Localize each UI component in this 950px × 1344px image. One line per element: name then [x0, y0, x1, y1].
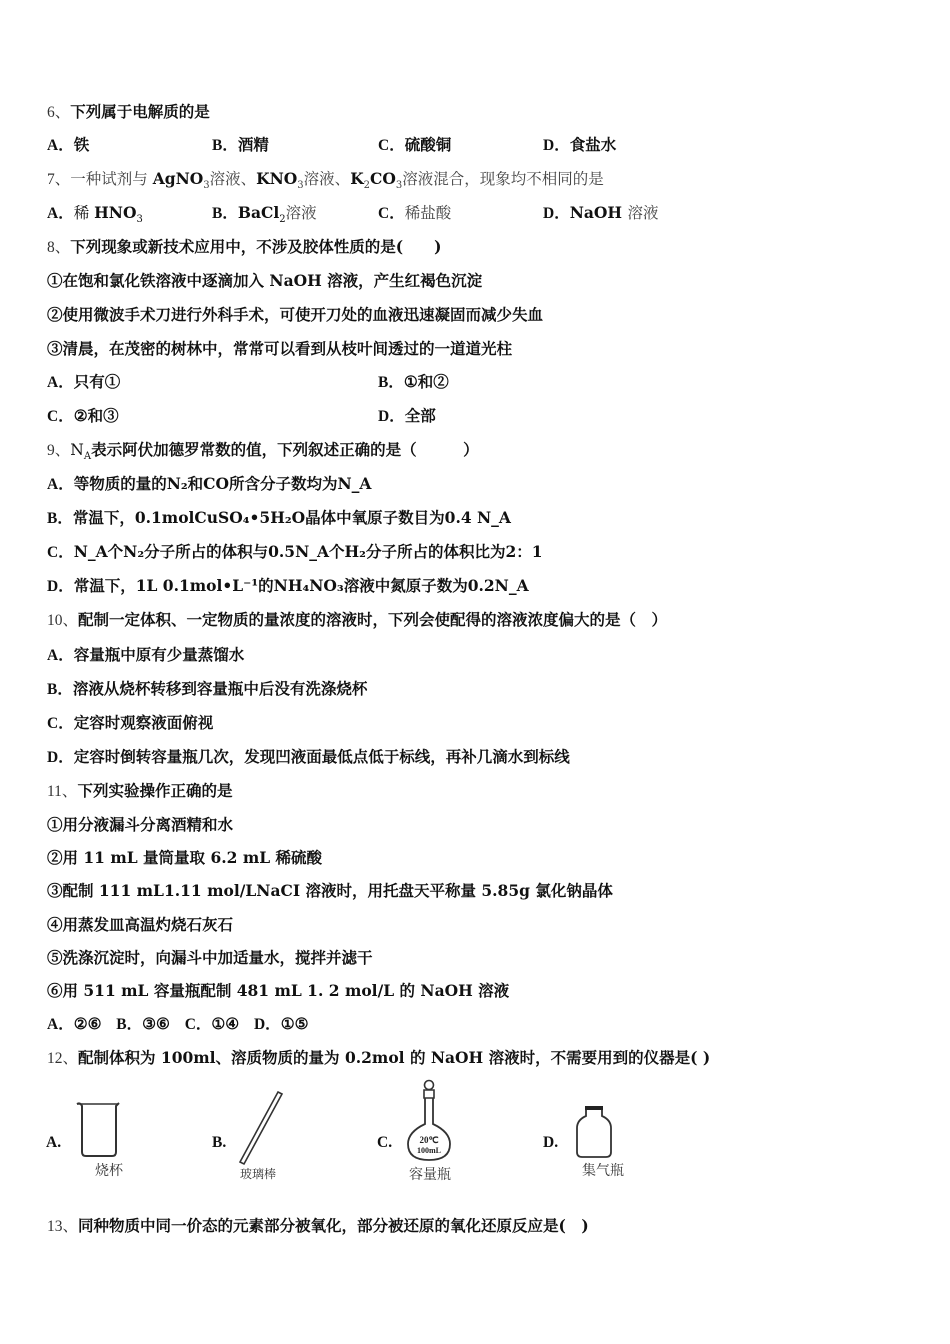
option-label: C． — [184, 1016, 212, 1033]
q7-option-b — [212, 203, 317, 224]
question-10-stem — [47, 610, 667, 631]
option-label: D． — [378, 408, 405, 425]
question-text: 配制一定体积、一定物质的量浓度的溶液时，下列会使配得的溶液浓度偏大的是（ ） — [78, 610, 668, 629]
question-number: 10、 — [47, 612, 79, 629]
option-text: 稀 — [73, 204, 95, 222]
option-text: 全部 — [404, 406, 436, 425]
q11-options — [47, 1014, 308, 1035]
formula: NaOH — [569, 203, 628, 222]
q9-option-b — [47, 508, 511, 529]
question-11-stem — [47, 781, 232, 802]
q8-item-3: ③清晨，在茂密的树林中，常常可以看到从枝叶间透过的一道道光柱 — [47, 339, 513, 358]
q10-option-c — [47, 713, 213, 734]
question-text: 下列实验操作正确的是 — [77, 781, 233, 800]
option-label: D． — [253, 1016, 281, 1033]
svg-text:20℃: 20℃ — [419, 1135, 439, 1145]
option-text: N_A个N₂分子所占的体积与0.5N_A个H₂分子所占的体积比为2：1 — [73, 542, 543, 561]
question-text: 下列现象或新技术应用中，不涉及胶体性质的是( ) — [70, 237, 442, 256]
q12-option-b-label: B. — [212, 1134, 227, 1151]
volumetric-flask-icon — [404, 1078, 454, 1162]
q12-caption-c: 容量瓶 — [409, 1167, 451, 1183]
q11-item-2: ②用 11 mL 量筒量取 6.2 mL 稀硫酸 — [47, 848, 323, 867]
option-label: A． — [47, 205, 74, 222]
na-symbol: $N_A$ — [70, 441, 92, 463]
option-text: ①和② — [403, 372, 449, 391]
option-label: D． — [543, 205, 570, 222]
q12-option-d-label: D. — [543, 1134, 559, 1151]
q9-option-c — [47, 542, 543, 563]
option-text: 定容时观察液面俯视 — [73, 713, 214, 732]
option-text: 稀盐酸 — [404, 204, 452, 222]
q12-option-c-label: C. — [377, 1134, 393, 1151]
q7-option-c — [378, 203, 451, 224]
option-label: B． — [212, 205, 238, 222]
option-text: ③⑥ — [142, 1014, 170, 1033]
q11-item-4: ④用蒸发皿高温灼烧石灰石 — [47, 915, 234, 934]
formula: BaCl — [237, 203, 280, 222]
gas-jar-icon — [574, 1104, 614, 1160]
option-text: 常温下，1L 0.1mol•L⁻¹的NH₄NO₃溶液中氮原子数为0.2N_A — [73, 576, 529, 595]
option-text: ①⑤ — [280, 1014, 309, 1033]
option-text: 溶液 — [285, 204, 317, 222]
q6-option-c — [378, 135, 451, 156]
option-text: ②和③ — [73, 406, 119, 425]
q10-option-a — [47, 645, 244, 666]
question-number: 11、 — [47, 783, 78, 800]
subscript: 3 — [395, 180, 403, 192]
option-label: D． — [47, 578, 74, 595]
glass-rod-icon — [232, 1088, 292, 1168]
q8-option-a — [47, 372, 120, 393]
option-label: C． — [47, 544, 74, 561]
q11-item-5: ⑤洗涤沉淀时，向漏斗中加适量水，搅拌并滤干 — [47, 948, 373, 967]
q7-option-a — [47, 203, 143, 224]
beaker-icon — [74, 1100, 124, 1160]
option-label: B． — [116, 1016, 143, 1033]
option-label: A． — [47, 1016, 74, 1033]
q8-item-2: ②使用微波手术刀进行外科手术，可使开刀处的血液迅速凝固而减少失血 — [47, 305, 544, 324]
option-label: A． — [47, 374, 74, 391]
q6-option-b — [212, 135, 269, 156]
question-number: 13、 — [47, 1218, 79, 1235]
option-text: 硫酸铜 — [404, 135, 452, 154]
q9-option-d — [47, 576, 529, 597]
option-label: A． — [47, 137, 74, 154]
q12-option-a-label: A. — [46, 1134, 62, 1151]
question-number: 12、 — [47, 1050, 79, 1067]
q11-item-1: ①用分液漏斗分离酒精和水 — [47, 815, 234, 834]
q6-option-d — [543, 135, 616, 156]
option-label: C． — [378, 205, 405, 222]
subscript: 3 — [203, 180, 210, 192]
q8-item-1: ①在饱和氯化铁溶液中逐滴加入 NaOH 溶液，产生红褐色沉淀 — [47, 271, 483, 290]
stem-text: 溶液、 — [303, 170, 351, 188]
q12-caption-a: 烧杯 — [95, 1163, 123, 1179]
question-text: 下列属于电解质的是 — [70, 102, 210, 121]
option-label: A． — [47, 476, 74, 493]
stem-text: 溶液混合，现象均不相同的是 — [402, 170, 604, 188]
option-label: C． — [378, 137, 405, 154]
question-text: 表示阿伏加德罗常数的值，下列叙述正确的是（ ） — [91, 440, 479, 459]
question-13-stem — [47, 1216, 589, 1237]
q11-item-3: ③配制 111 mL1.11 mol/LNaCI 溶液时，用托盘天平称量 5.85g 氯化钠晶体 — [47, 881, 613, 900]
option-text: 定容时倒转容量瓶几次，发现凹液面最低点低于标线，再补几滴水到标线 — [73, 747, 570, 766]
q10-option-d — [47, 747, 570, 768]
subscript: 3 — [297, 180, 304, 192]
question-number: 9、 — [47, 442, 71, 459]
formula: CO — [370, 169, 396, 188]
option-text: ①④ — [211, 1014, 240, 1033]
svg-text:100mL: 100mL — [417, 1146, 441, 1155]
option-label: D． — [543, 137, 570, 154]
q11-item-6: ⑥用 511 mL 容量瓶配制 481 mL 1. 2 mol/L 的 NaOH 溶液 — [47, 981, 510, 1000]
option-label: C． — [47, 715, 74, 732]
option-text: 容量瓶中原有少量蒸馏水 — [73, 645, 245, 664]
formula: K — [350, 169, 364, 188]
question-8-stem — [47, 237, 441, 258]
q8-option-b — [378, 372, 449, 393]
option-text: 溶液从烧杯转移到容量瓶中后没有洗涤烧杯 — [72, 679, 368, 698]
subscript: 2 — [279, 214, 286, 226]
question-6-stem — [47, 102, 210, 123]
option-label: B． — [378, 374, 404, 391]
question-number: 8、 — [47, 239, 71, 256]
q8-option-c — [47, 406, 119, 427]
question-12-stem — [47, 1048, 710, 1069]
option-label: D． — [47, 749, 74, 766]
option-text: 等物质的量的N₂和CO所含分子数均为N_A — [73, 474, 372, 493]
question-text: 配制体积为 100ml、溶质物质的量为 0.2mol 的 NaOH 溶液时，不需要用到的仪器是( ) — [78, 1048, 711, 1067]
option-text: 酒精 — [237, 135, 269, 154]
q8-option-d — [378, 406, 436, 427]
formula: HNO — [94, 203, 137, 222]
option-label: B． — [212, 137, 238, 154]
option-text: 常温下，0.1molCuSO₄•5H₂O晶体中氧原子数目为0.4 N_A — [72, 508, 511, 527]
q7-option-d — [543, 203, 658, 224]
option-label: A． — [47, 647, 74, 664]
question-number: 6、 — [47, 104, 71, 121]
question-text: 同种物质中同一价态的元素部分被氧化，部分被还原的氧化还原反应是( ) — [78, 1216, 589, 1235]
stem-text: 一种试剂与 — [70, 170, 153, 188]
stem-text: 溶液、 — [209, 170, 257, 188]
question-9-stem — [47, 440, 479, 461]
q12-caption-b: 玻璃棒 — [240, 1167, 277, 1181]
question-number: 7、 — [47, 171, 71, 188]
option-text: 铁 — [73, 135, 90, 154]
option-text: ②⑥ — [73, 1014, 102, 1033]
subscript: 2 — [363, 180, 371, 192]
formula: KNO — [256, 169, 298, 188]
option-label: B． — [47, 681, 73, 698]
option-text: 溶液 — [627, 204, 659, 222]
q12-caption-d: 集气瓶 — [582, 1163, 624, 1179]
subscript: 3 — [136, 214, 143, 226]
formula: AgNO — [152, 169, 204, 188]
option-text: 食盐水 — [569, 135, 617, 154]
q9-option-a — [47, 474, 371, 495]
question-7-stem — [47, 169, 604, 190]
q6-option-a — [47, 135, 89, 156]
option-text: 只有① — [73, 372, 121, 391]
option-label: C． — [47, 408, 74, 425]
option-label: B． — [47, 510, 73, 527]
q10-option-b — [47, 679, 367, 700]
